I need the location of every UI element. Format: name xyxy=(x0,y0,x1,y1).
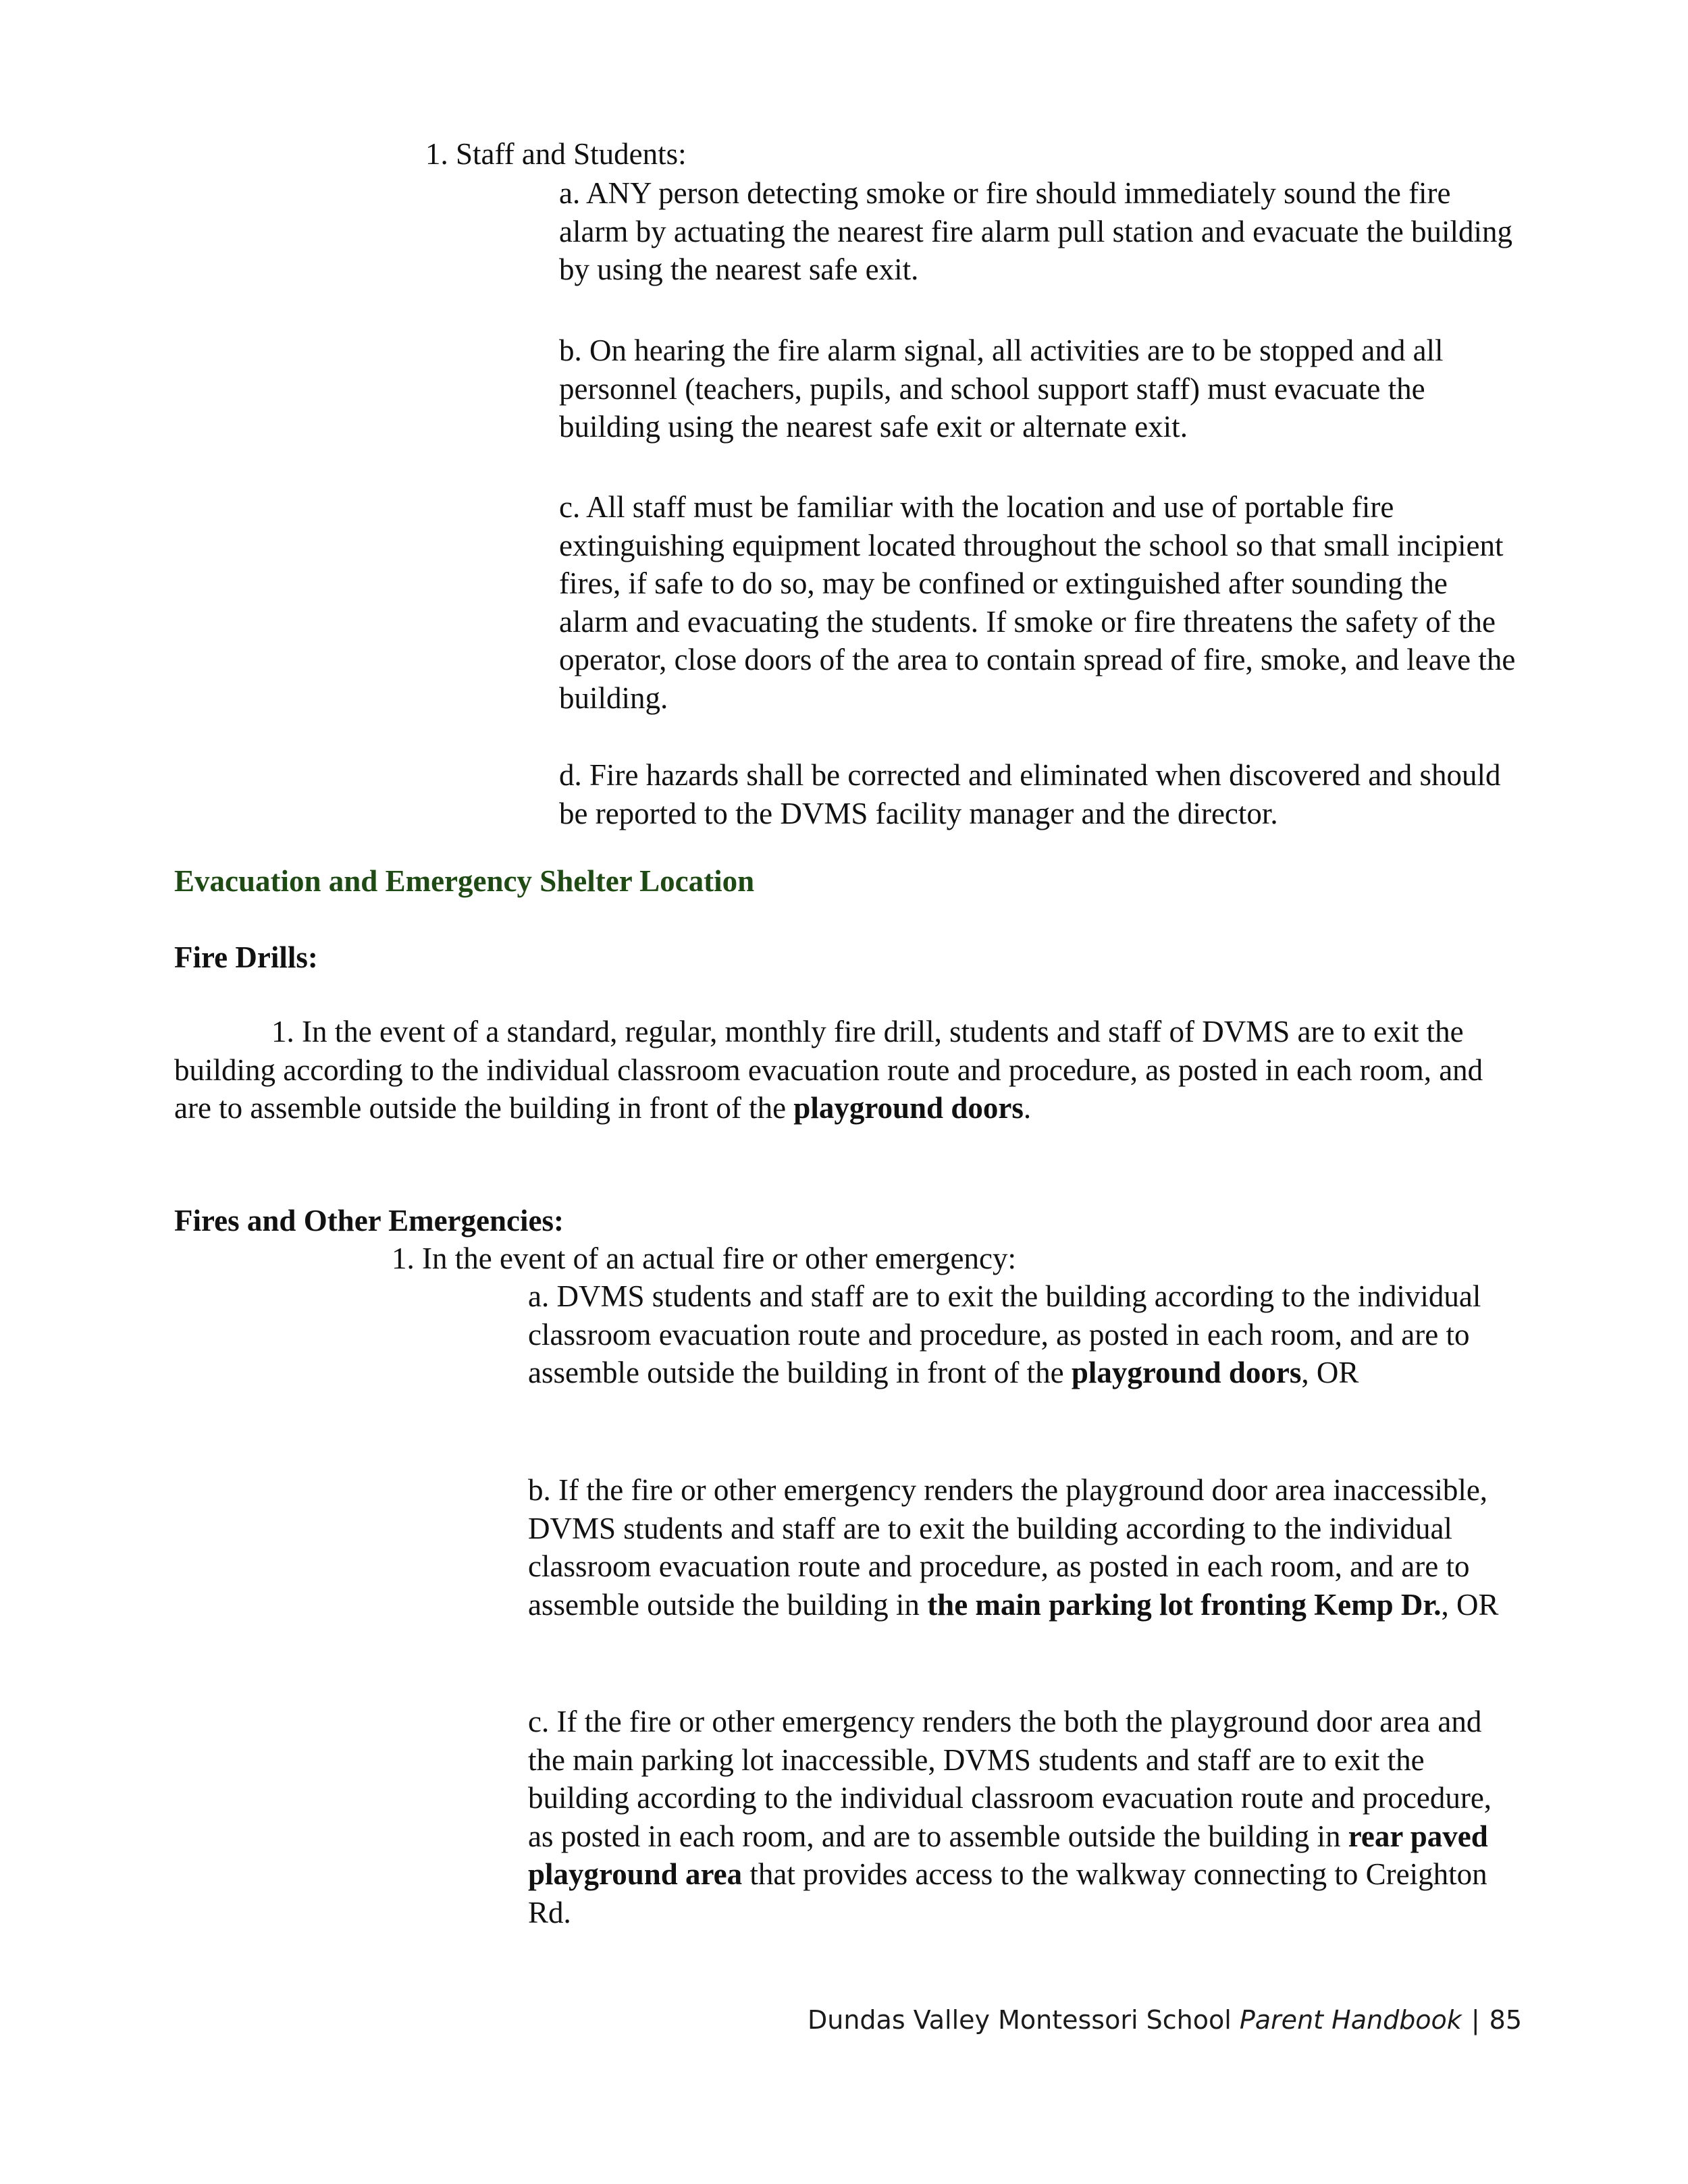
footer-separator: | xyxy=(1471,2005,1480,2035)
staff-students-item-d: d. Fire hazards shall be corrected and eliminated when discovered and should be reported to the DVMS facility manager and the director. xyxy=(559,758,1501,830)
fire-drills-heading: Fire Drills: xyxy=(174,940,318,974)
fires-item-b-text: b. If the fire or other emergency renders the playground door area inaccessible, DVMS students and staff are to exit the building according to the individual classroom evacuation route and procedure, as posted in each room, and are to assemble outside the building in xyxy=(528,1473,1488,1622)
fires-item-a-text: a. DVMS students and staff are to exit the building according to the individual classroom evacuation route and procedure, as posted in each room, and are to assemble outside the building in front of the xyxy=(528,1279,1481,1389)
staff-students-item-b: b. On hearing the fire alarm signal, all activities are to be stopped and all personnel (teachers, pupils, and school support staff) must evacuate the building using the nearest safe exit or alternate exit. xyxy=(559,334,1444,444)
fire-drills-item-1-end: . xyxy=(1023,1091,1032,1125)
fires-item-c-end: that provides access to the walkway connecting to Creighton Rd. xyxy=(528,1857,1487,1929)
staff-students-item-c: c. All staff must be familiar with the location and use of portable fire extinguishing equipment located throughout the school so that small incipient fires, if safe to do so, may be confined or extinguished after sounding the alarm and evacuating the students. If smoke or fire threatens the safety of the operator, close doors of the area to contain spread of fire, smoke, and leave the building. xyxy=(559,490,1516,715)
fire-drills-item-1 xyxy=(174,1013,1518,1127)
footer-school-name: Dundas Valley Montessori School xyxy=(808,2005,1232,2035)
section-heading-evacuation: Evacuation and Emergency Shelter Location xyxy=(174,864,755,898)
fires-item-b-emphasis: the main parking lot fronting Kemp Dr. xyxy=(927,1587,1442,1622)
fires-emergencies-item-b xyxy=(528,1471,1521,1624)
fire-drills-item-1-emphasis: playground doors xyxy=(793,1091,1024,1125)
fires-item-a-end: , OR xyxy=(1301,1356,1359,1389)
fires-item-c-emphasis: rear paved playground area xyxy=(528,1819,1488,1891)
page-footer xyxy=(808,2004,1522,2036)
fires-item-c-text: c. If the fire or other emergency renders the both the playground door area and the main parking lot inaccessible, DVMS students and staff are to exit the building according to the individual classroom evacuation route and procedure, as posted in each room, and are to assemble outside the building in xyxy=(528,1705,1492,1853)
fires-item-b-end: , OR xyxy=(1441,1587,1499,1622)
fire-drills-item-1-text: 1. In the event of a standard, regular, monthly fire drill, students and staff of DVMS are to exit the building according to the individual classroom evacuation route and procedure, as posted in each room, and are to assemble outside the building in front of the xyxy=(174,1015,1483,1125)
fires-emergencies-heading: Fires and Other Emergencies: xyxy=(174,1204,564,1237)
fires-item-a-emphasis: playground doors xyxy=(1071,1356,1302,1389)
fires-emergencies-item-a xyxy=(528,1277,1521,1392)
staff-students-heading: 1. Staff and Students: xyxy=(425,137,687,171)
staff-students-item-a: a. ANY person detecting smoke or fire should immediately sound the fire alarm by actuating the nearest fire alarm pull station and evacuate the building by using the nearest safe exit. xyxy=(559,176,1512,286)
fires-emergencies-item-c xyxy=(528,1703,1521,1932)
footer-doc-title: Parent Handbook xyxy=(1239,2005,1462,2035)
footer-page-number: 85 xyxy=(1489,2005,1522,2035)
fires-emergencies-item-1: 1. In the event of an actual fire or other emergency: xyxy=(392,1242,1017,1275)
